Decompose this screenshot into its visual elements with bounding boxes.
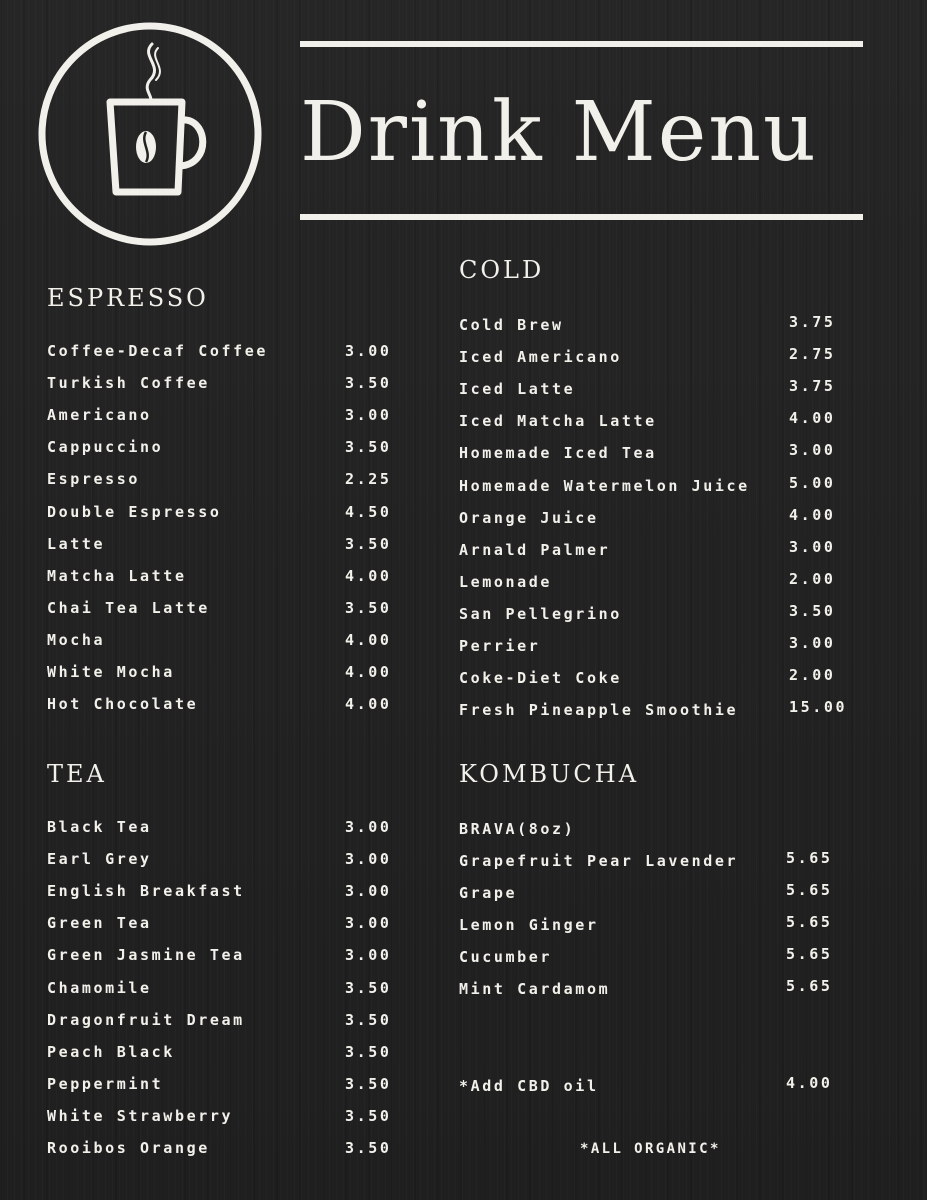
kombucha-item-name: Grapefruit Pear Lavender <box>459 852 739 870</box>
espresso-item-price: 4.50 <box>345 502 392 521</box>
addon-name: *Add CBD oil <box>459 1077 599 1095</box>
cold-item-name: Cold Brew <box>459 316 564 334</box>
tea-item-price: 3.50 <box>345 978 392 997</box>
cold-item-price: 4.00 <box>789 505 836 524</box>
cold-item-name: Iced Matcha Latte <box>459 412 657 431</box>
tea-item-price: 3.50 <box>345 1042 392 1061</box>
tea-item-name: Dragonfruit Dream <box>47 1010 245 1029</box>
cold-item-price: 4.00 <box>789 409 836 428</box>
cold-item-price: 2.00 <box>789 569 836 588</box>
espresso-item-name: Matcha Latte <box>47 566 187 585</box>
tea-item-name: Peach Black <box>47 1042 175 1061</box>
cold-item-price: 15.00 <box>789 698 848 717</box>
cold-item-price: 3.00 <box>789 441 836 460</box>
kombucha-item-name: Cucumber <box>459 948 553 967</box>
tea-item-name: English Breakfast <box>47 882 245 901</box>
section-title-cold: COLD <box>459 256 545 284</box>
addon-price: 4.00 <box>786 1074 833 1092</box>
kombucha-item-name: Grape <box>459 884 518 903</box>
espresso-item-price: 3.00 <box>345 342 392 360</box>
tea-item-price: 3.00 <box>345 882 392 901</box>
cold-item-name: Arnald Palmer <box>459 540 611 559</box>
espresso-item-price: 4.00 <box>345 630 392 649</box>
tea-item-price: 3.50 <box>345 1139 392 1157</box>
tea-item-price: 3.50 <box>345 1074 392 1093</box>
tea-item-price: 3.00 <box>345 914 392 933</box>
tea-item-price: 3.50 <box>345 1106 392 1125</box>
cold-item-name: Homemade Iced Tea <box>459 444 657 463</box>
espresso-item-price: 3.50 <box>345 438 392 457</box>
cold-item-price: 5.00 <box>789 473 836 492</box>
tea-item-name: Peppermint <box>47 1074 164 1093</box>
espresso-item-name: Hot Chocolate <box>47 695 199 714</box>
espresso-item-name: White Mocha <box>47 663 175 681</box>
cold-item-name: Orange Juice <box>459 508 599 527</box>
section-title-tea: TEA <box>47 760 107 788</box>
cold-item-price: 3.50 <box>789 601 836 620</box>
cold-item-name: Lemonade <box>459 572 553 591</box>
espresso-item-name: Chai Tea Latte <box>47 598 210 617</box>
cold-item-name: Fresh Pineapple Smoothie <box>459 701 739 720</box>
title-rule-bottom <box>300 214 863 220</box>
espresso-item-name: Americano <box>47 406 152 425</box>
kombucha-item-price: 5.65 <box>786 881 833 900</box>
tea-item-name: Green Jasmine Tea <box>47 946 245 965</box>
espresso-item-price: 4.00 <box>345 566 392 585</box>
cold-item-price: 3.00 <box>789 537 836 556</box>
section-title-kombucha: KOMBUCHA <box>459 760 640 788</box>
espresso-item-price: 4.00 <box>345 663 392 681</box>
kombucha-item-price: 5.65 <box>786 945 833 964</box>
tea-item-price: 3.00 <box>345 946 392 965</box>
tea-item-name: Black Tea <box>47 818 152 836</box>
cold-item-price: 2.75 <box>789 345 836 364</box>
cold-item-price: 3.75 <box>789 313 836 331</box>
kombucha-brand: BRAVA(8oz) <box>459 820 576 838</box>
section-title-espresso: ESPRESSO <box>47 284 209 312</box>
cold-item-price: 3.75 <box>789 377 836 396</box>
tea-item-name: Chamomile <box>47 978 152 997</box>
espresso-item-name: Mocha <box>47 630 106 649</box>
cold-item-name: Homemade Watermelon Juice <box>459 476 750 495</box>
tea-item-price: 3.00 <box>345 850 392 869</box>
cold-item-name: Coke-Diet Coke <box>459 669 622 688</box>
espresso-item-name: Coffee-Decaf Coffee <box>47 342 268 360</box>
espresso-item-price: 3.50 <box>345 598 392 617</box>
espresso-item-name: Double Espresso <box>47 502 222 521</box>
kombucha-item-price: 5.65 <box>786 849 833 867</box>
kombucha-item-price: 5.65 <box>786 913 833 932</box>
cold-item-name: Perrier <box>459 637 541 655</box>
title-rule-top <box>300 41 863 47</box>
cold-item-name: Iced Americano <box>459 348 622 367</box>
kombucha-item-name: Mint Cardamom <box>459 980 611 999</box>
cold-item-name: San Pellegrino <box>459 604 622 623</box>
tea-item-name: Earl Grey <box>47 850 152 869</box>
page-title: Drink Menu <box>300 85 818 180</box>
footer-note: *ALL ORGANIC* <box>580 1141 721 1157</box>
tea-item-price: 3.00 <box>345 818 392 836</box>
tea-item-name: Rooibos Orange <box>47 1139 210 1157</box>
espresso-item-name: Turkish Coffee <box>47 374 210 393</box>
cold-item-name: Iced Latte <box>459 380 576 399</box>
espresso-item-price: 3.00 <box>345 406 392 425</box>
cold-item-price: 3.00 <box>789 634 836 652</box>
espresso-item-price: 4.00 <box>345 695 392 714</box>
tea-item-price: 3.50 <box>345 1010 392 1029</box>
tea-item-name: White Strawberry <box>47 1106 234 1125</box>
espresso-item-name: Latte <box>47 534 106 553</box>
espresso-item-price: 3.50 <box>345 534 392 553</box>
cold-item-price: 2.00 <box>789 666 836 685</box>
espresso-item-price: 2.25 <box>345 470 392 489</box>
espresso-item-price: 3.50 <box>345 374 392 393</box>
kombucha-item-name: Lemon Ginger <box>459 916 599 935</box>
espresso-item-name: Cappuccino <box>47 438 164 457</box>
kombucha-item-price: 5.65 <box>786 977 833 996</box>
tea-item-name: Green Tea <box>47 914 152 933</box>
coffee-mug-logo-icon <box>36 20 264 248</box>
espresso-item-name: Espresso <box>47 470 141 489</box>
